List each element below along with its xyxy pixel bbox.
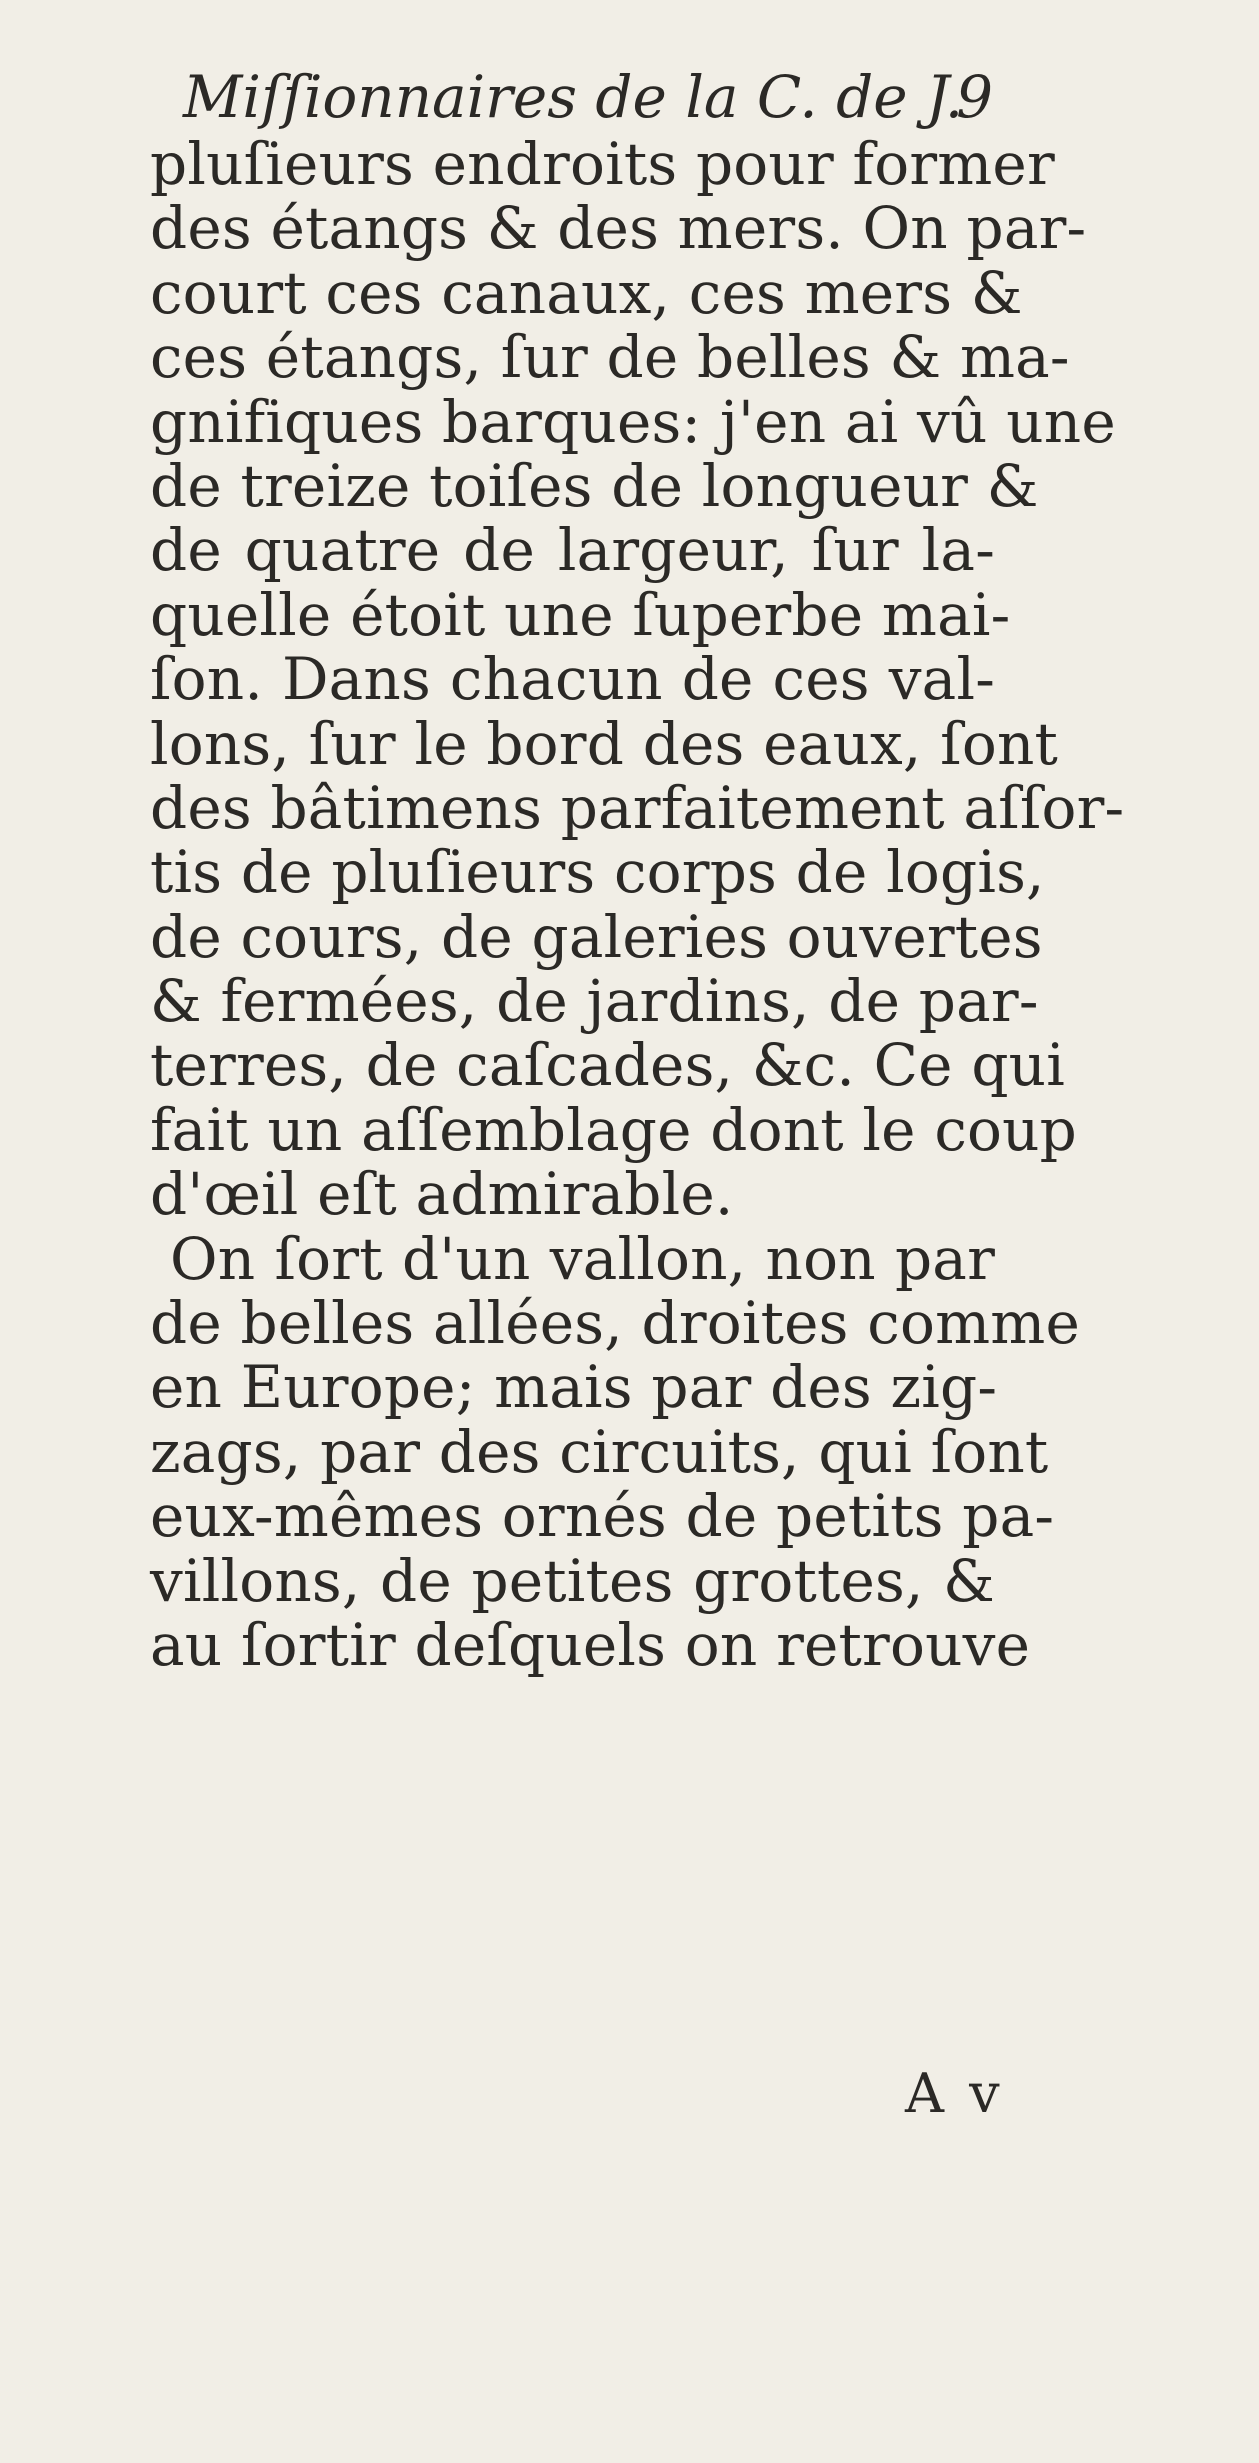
text-line: zags, par des circuits, qui ſont bbox=[150, 1417, 1049, 1486]
text-line: & fermées, de jardins, de par- bbox=[150, 967, 1039, 1036]
text-line: des bâtimens parfaitement aſſor- bbox=[150, 773, 1125, 842]
text-line: pluſieurs endroits pour former bbox=[150, 130, 1055, 198]
text-line: ſon. Dans chacun de ces val- bbox=[150, 645, 995, 714]
catchword: A v bbox=[905, 2062, 1004, 2125]
text-line: court ces canaux, ces mers & bbox=[150, 258, 1023, 327]
text-line: de cours, de galeries ouvertes bbox=[150, 902, 1043, 971]
text-line: terres, de caſcades, &c. Ce qui bbox=[150, 1031, 1065, 1100]
text-line: fait un aſſemblage dont le coup bbox=[150, 1095, 1078, 1164]
text-line: des étangs & des mers. On par- bbox=[150, 194, 1087, 263]
page-number: 9 bbox=[956, 63, 993, 131]
text-line: lons, ſur le bord des eaux, ſont bbox=[150, 709, 1059, 778]
text-line: gnifiques barques: j'en ai vû une bbox=[150, 387, 1116, 456]
text-line: villons, de petites grottes, & bbox=[150, 1546, 995, 1615]
text-line: ces étangs, ſur de belles & ma- bbox=[150, 323, 1070, 392]
text-line: de belles allées, droites comme bbox=[150, 1289, 1081, 1358]
paragraph-start-line: On ſort d'un vallon, non par bbox=[170, 1224, 995, 1293]
text-line: eux-mêmes ornés de petits pa- bbox=[150, 1482, 1055, 1551]
running-head: Miſſionnaires de la C. de J. bbox=[183, 63, 964, 131]
text-line: d'œil eſt admirable. bbox=[150, 1160, 734, 1229]
text-line: de treize toiſes de longueur & bbox=[150, 451, 1039, 520]
body-text bbox=[150, 130, 1125, 1679]
text-line: tis de pluſieurs corps de logis, bbox=[150, 838, 1045, 907]
text-line: en Europe; mais par des zig- bbox=[150, 1353, 998, 1422]
page-header bbox=[183, 62, 993, 132]
text-line: quelle étoit une ſuperbe mai- bbox=[150, 580, 1011, 649]
text-line: au ſortir deſquels on retrouve bbox=[150, 1610, 1031, 1679]
text-line: de quatre de largeur, ſur la- bbox=[150, 516, 995, 585]
